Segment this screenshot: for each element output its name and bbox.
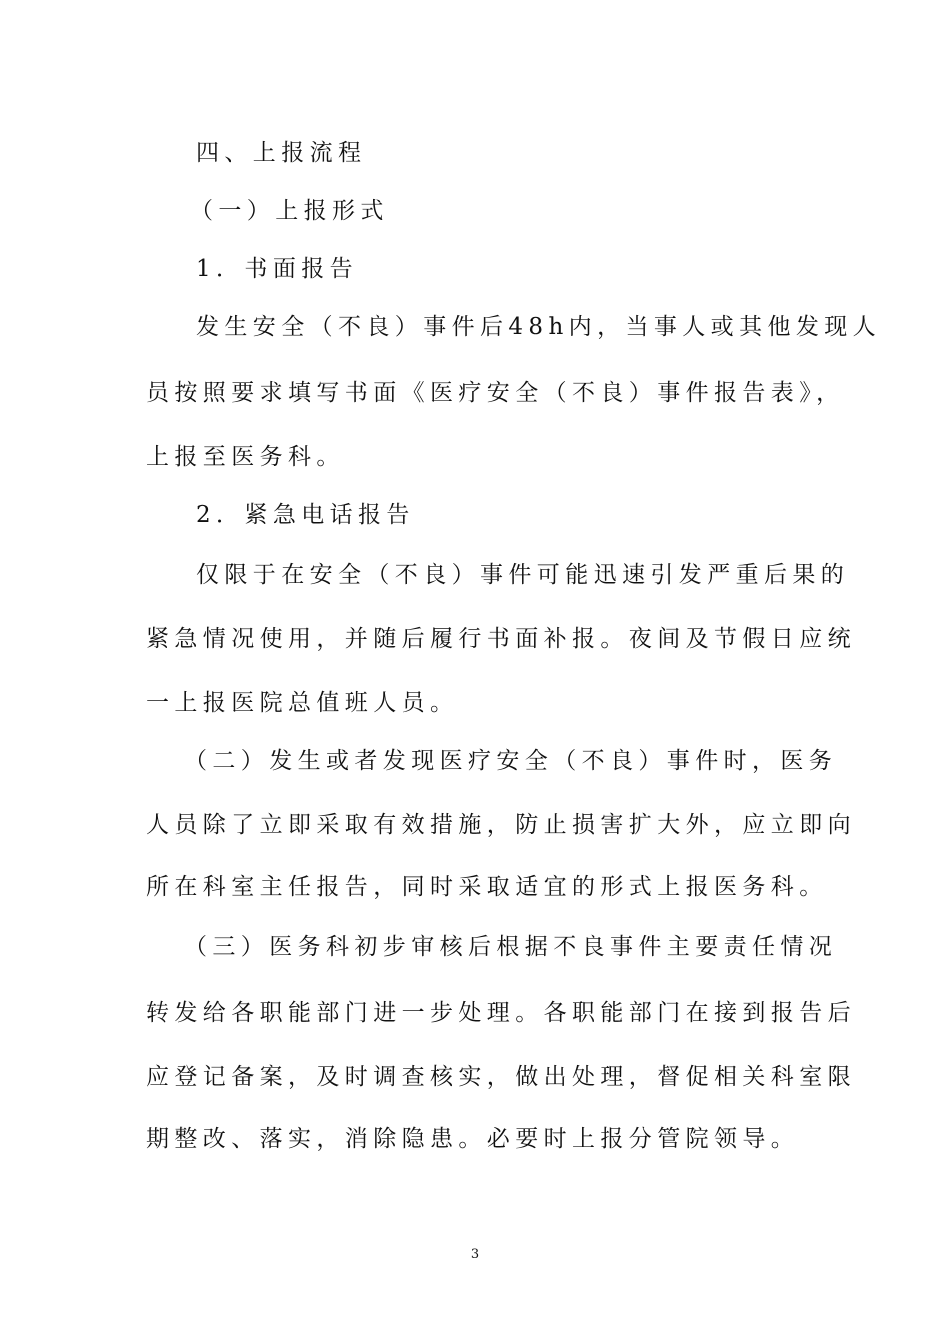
paragraph-line: 紧急情况使用，并随后履行书面补报。夜间及节假日应统 bbox=[146, 626, 856, 652]
paragraph-line: 一上报医院总值班人员。 bbox=[146, 690, 459, 716]
item-heading: 2．紧急电话报告 bbox=[196, 502, 415, 528]
item-heading: 1．书面报告 bbox=[196, 256, 359, 282]
paragraph-line: 期整改、落实，消除隐患。必要时上报分管院领导。 bbox=[146, 1126, 800, 1152]
paragraph-line: 发生安全（不良）事件后48h内，当事人或其他发现人 bbox=[196, 314, 882, 340]
paragraph-line: 员按照要求填写书面《医疗安全（不良）事件报告表》， bbox=[146, 380, 845, 406]
section-heading: 四、上报流程 bbox=[196, 140, 367, 166]
paragraph-line: （三）医务科初步审核后根据不良事件主要责任情况 bbox=[184, 934, 838, 960]
paragraph-line: 人员除了立即采取有效措施，防止损害扩大外，应立即向 bbox=[146, 812, 856, 838]
page-number: 3 bbox=[470, 1247, 480, 1262]
paragraph-line: （二）发生或者发现医疗安全（不良）事件时，医务 bbox=[184, 748, 838, 774]
paragraph-line: 仅限于在安全（不良）事件可能迅速引发严重后果的 bbox=[196, 562, 850, 588]
paragraph-line: 上报至医务科。 bbox=[146, 444, 345, 470]
subsection-heading: （一）上报形式 bbox=[190, 198, 389, 224]
paragraph-line: 转发给各职能部门进一步处理。各职能部门在接到报告后 bbox=[146, 1000, 856, 1026]
paragraph-line: 应登记备案，及时调查核实，做出处理，督促相关科室限 bbox=[146, 1064, 856, 1090]
paragraph-line: 所在科室主任报告，同时采取适宜的形式上报医务科。 bbox=[146, 874, 828, 900]
